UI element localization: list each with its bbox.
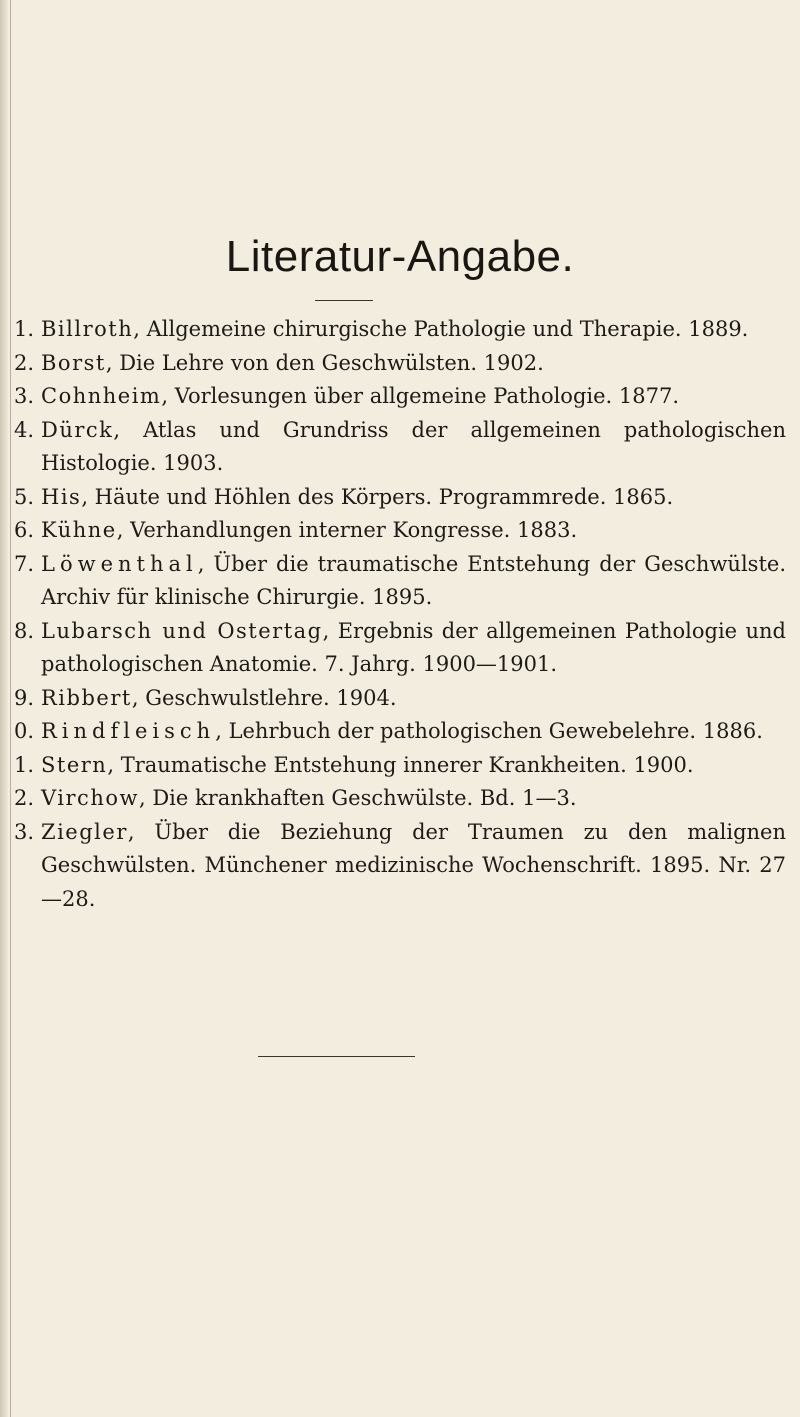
end-divider — [258, 1056, 415, 1057]
reference-number: 8. — [14, 618, 35, 643]
reference-number: 9. — [14, 685, 35, 710]
reference-text: Die Lehre von den Geschwülsten. 1902. — [119, 350, 544, 375]
reference-item: 8. Lubarsch und Ostertag, Ergebnis der allgemeinen Pathologie und pathologischen Anatomie. 7. Jahrg. 1900—1901. — [0, 615, 800, 682]
reference-author: Kühne — [41, 518, 117, 542]
reference-item: 1. Billroth, Allgemeine chirurgische Pathologie und Therapie. 1889. — [0, 313, 800, 347]
reference-text: Die krankhaften Geschwülste. Bd. 1—3. — [152, 786, 577, 810]
reference-number: 3. — [14, 384, 35, 408]
reference-text: Atlas und Grundriss der allgemeinen pathologischen Histologie. 1903. — [41, 417, 786, 475]
reference-item: 3. Ziegler, Über die Beziehung der Traumen zu den malignen Geschwülsten. Münchener medizinische Wochenschrift. 1895. Nr. 27—28. — [0, 816, 800, 917]
reference-author: Dürck — [41, 417, 114, 442]
reference-text: Allgemeine chirurgische Pathologie und Therapie. 1889. — [146, 317, 749, 341]
reference-author: His — [41, 484, 82, 509]
reference-text: Über die traumatische Entstehung der Geschwülste. Archiv für klinische Chirurgie. 1895. — [41, 551, 786, 609]
reference-text: Verhandlungen interner Kongresse. 1883. — [130, 518, 578, 542]
reference-list — [0, 313, 800, 916]
reference-author: Rindfleisch — [41, 719, 216, 743]
reference-number: 2. — [14, 786, 35, 810]
reference-item: 0. Rindfleisch, Lehrbuch der pathologischen Gewebelehre. 1886. — [0, 715, 800, 749]
reference-text: Ergebnis der allgemeinen Pathologie und pathologischen Anatomie. 7. Jahrg. 1900—1901. — [41, 618, 786, 676]
reference-author: Lubarsch und Ostertag — [41, 618, 323, 643]
reference-author: Cohnheim — [41, 384, 162, 408]
reference-number: 0. — [14, 719, 35, 743]
reference-text: Häute und Höhlen des Körpers. Programmrede. 1865. — [94, 484, 674, 509]
reference-item: 5. His, Häute und Höhlen des Körpers. Programmrede. 1865. — [0, 481, 800, 515]
reference-item: 1. Stern, Traumatische Entstehung innerer Krankheiten. 1900. — [0, 749, 800, 783]
reference-text: Lehrbuch der pathologischen Gewebelehre. 1886. — [228, 719, 763, 743]
reference-item: 4. Dürck, Atlas und Grundriss der allgemeinen pathologischen Histologie. 1903. — [0, 414, 800, 481]
reference-item: 2. Borst, Die Lehre von den Geschwülsten. 1902. — [0, 347, 800, 381]
reference-number: 1. — [14, 752, 35, 777]
reference-number: 3. — [14, 819, 35, 844]
reference-author: Virchow — [41, 786, 139, 810]
reference-number: 6. — [14, 518, 35, 542]
reference-item: 3. Cohnheim, Vorlesungen über allgemeine Pathologie. 1877. — [0, 380, 800, 414]
reference-number: 2. — [14, 350, 35, 375]
reference-item: 7. Löwenthal, Über die traumatische Entstehung der Geschwülste. Archiv für klinische Chirurgie. 1895. — [0, 548, 800, 615]
reference-author: Ziegler — [41, 819, 128, 844]
reference-text: Geschwulstlehre. 1904. — [145, 685, 397, 710]
page-title: Literatur-Angabe. — [225, 232, 575, 281]
reference-number: 1. — [14, 317, 35, 341]
reference-text: Vorlesungen über allgemeine Pathologie. 1877. — [174, 384, 680, 408]
reference-author: Borst — [41, 350, 106, 375]
reference-author: Löwenthal — [41, 551, 198, 576]
title-divider — [315, 300, 373, 301]
reference-item: 2. Virchow, Die krankhaften Geschwülste. Bd. 1—3. — [0, 782, 800, 816]
reference-number: 4. — [14, 417, 35, 442]
reference-text: Über die Beziehung der Traumen zu den malignen Geschwülsten. Münchener medizinische Wochenschrift. 1895. Nr. 27—28. — [41, 819, 786, 911]
reference-item: 9. Ribbert, Geschwulstlehre. 1904. — [0, 682, 800, 716]
reference-author: Stern — [41, 752, 108, 777]
reference-number: 5. — [14, 484, 35, 509]
reference-author: Billroth — [41, 317, 134, 341]
reference-number: 7. — [14, 551, 35, 576]
reference-item: 6. Kühne, Verhandlungen interner Kongresse. 1883. — [0, 514, 800, 548]
reference-text: Traumatische Entstehung innerer Krankheiten. 1900. — [120, 752, 694, 777]
reference-author: Ribbert — [41, 685, 132, 710]
